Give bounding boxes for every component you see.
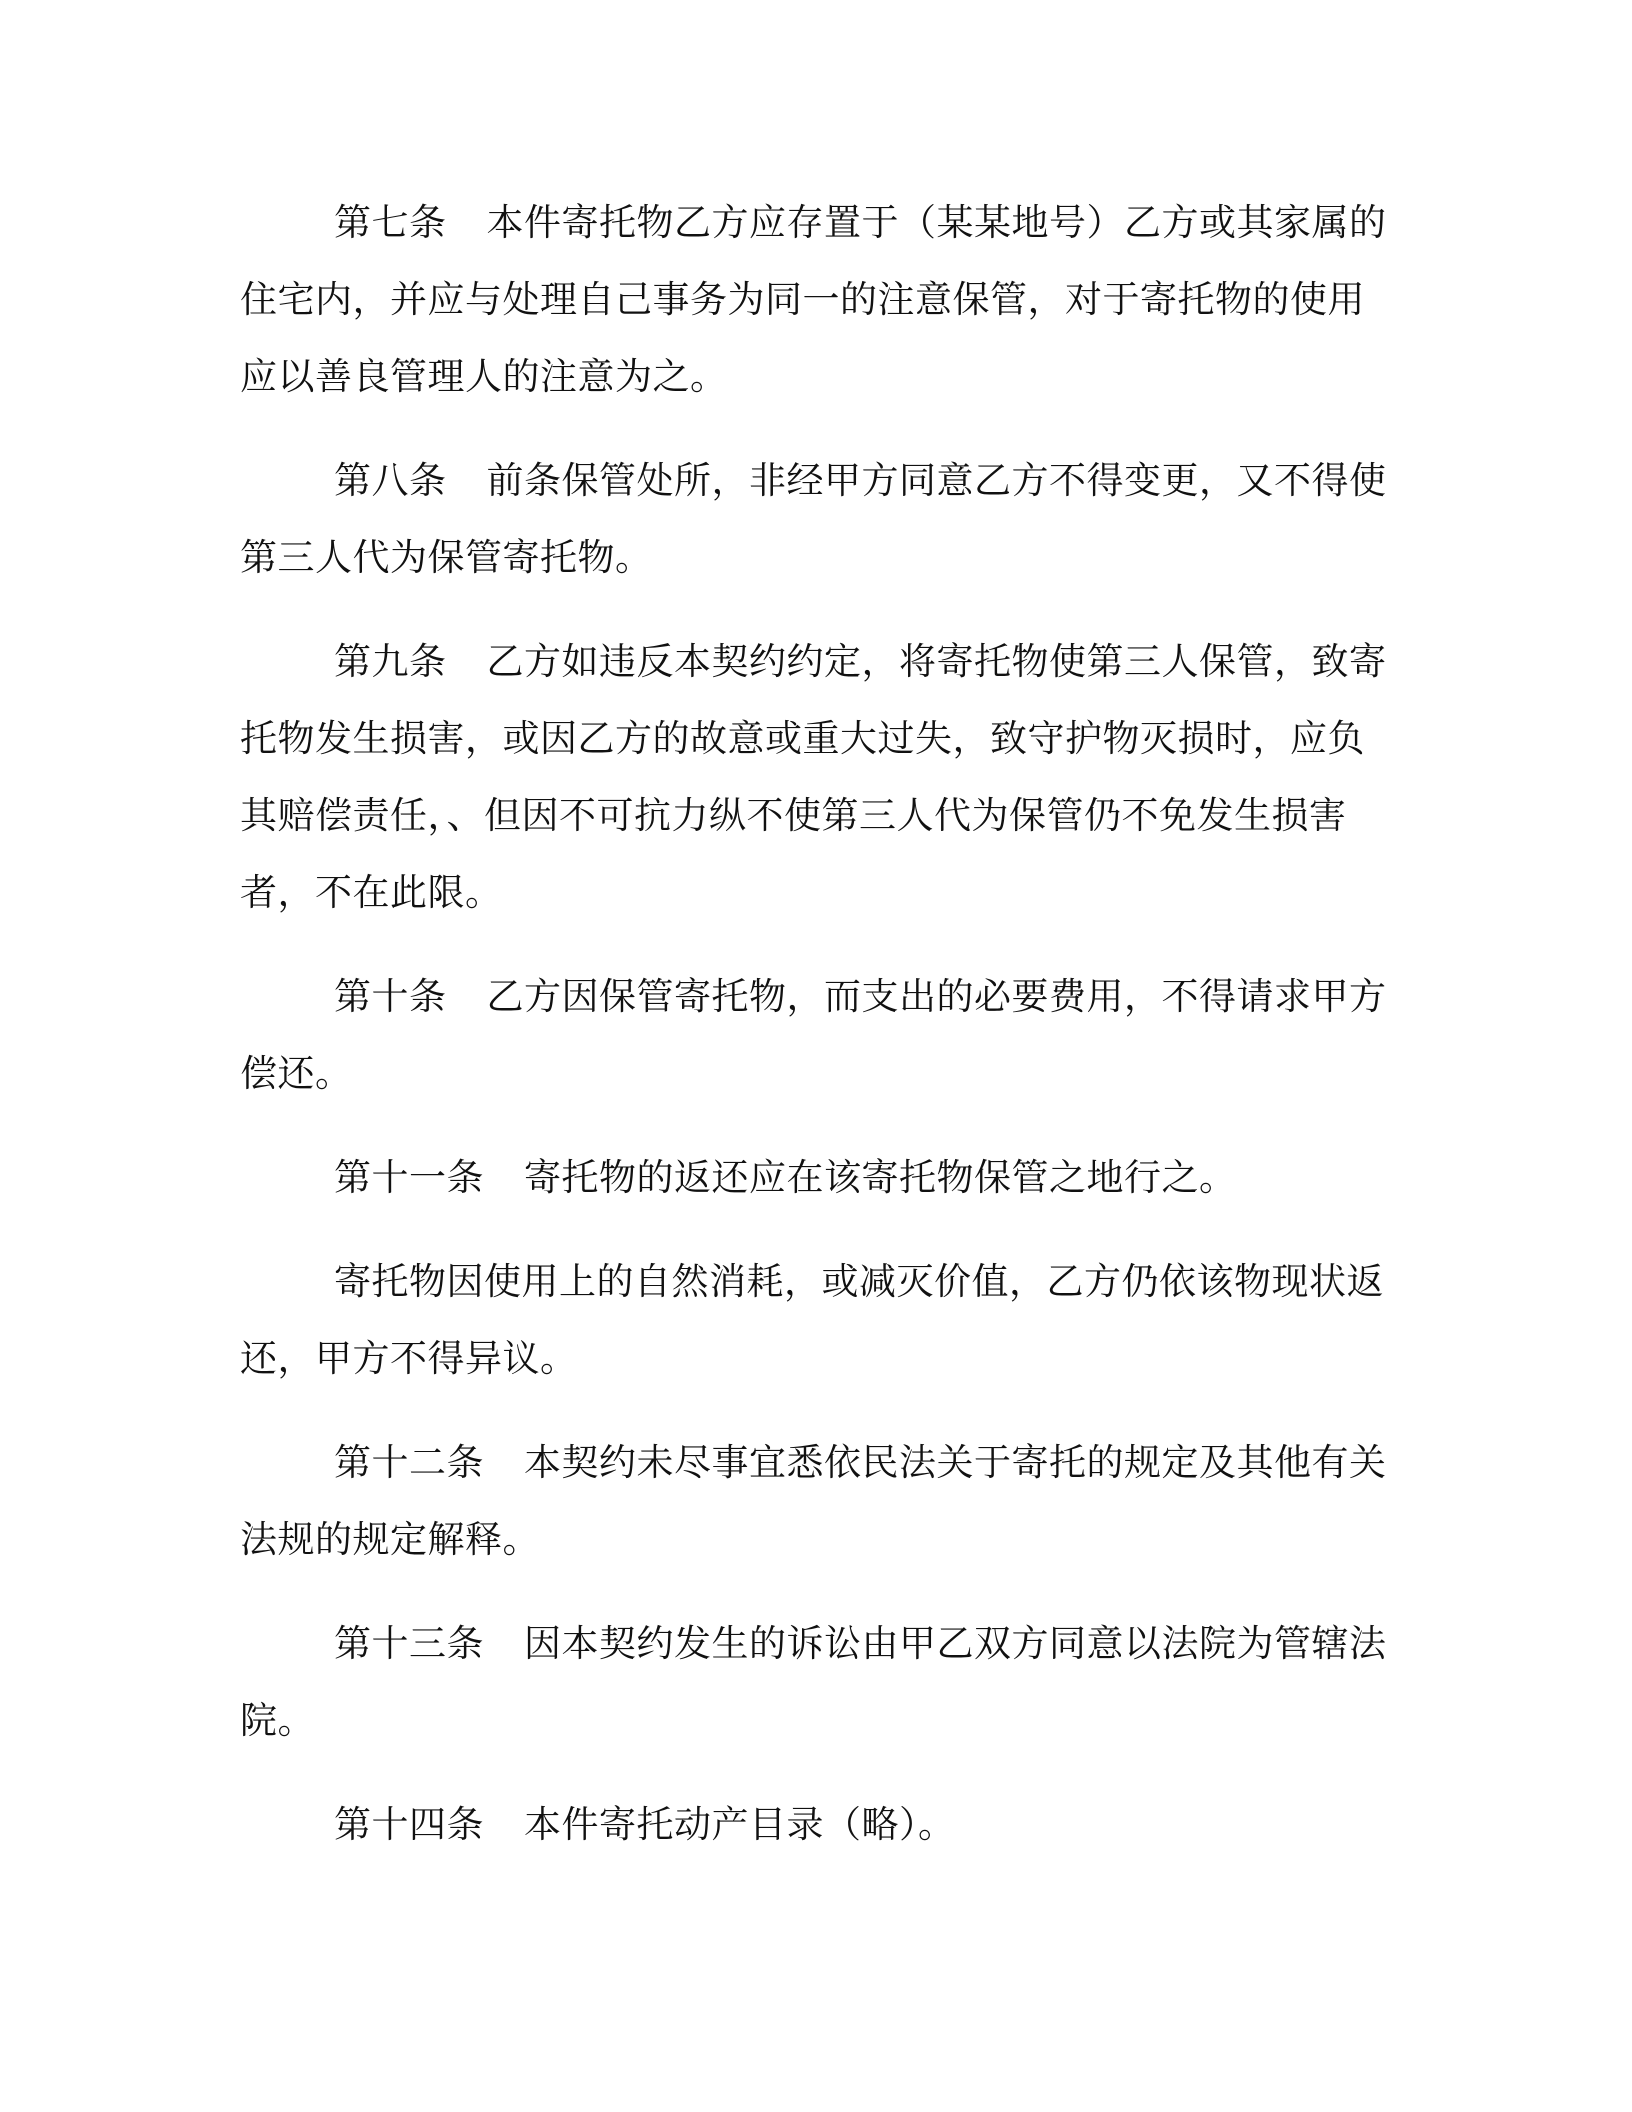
- article-text: 本件寄托物乙方应存置于（某某地号）乙方或其家属的住宅内，并应与处理自己事务为同一的注意保管，对于寄托物的使用应以善良管理人的注意为之。: [240, 201, 1387, 398]
- article-text: 本契约未尽事宜悉依民法关于寄托的规定及其他有关法规的规定解释。: [240, 1441, 1387, 1561]
- paragraph-text: 寄托物因使用上的自然消耗，或减灭价值，乙方仍依该物现状返还，甲方不得异议。: [240, 1260, 1384, 1380]
- article-number: 第十二条: [334, 1441, 484, 1484]
- article-text: 乙方如违反本契约约定，将寄托物使第三人保管，致寄托物发生损害，或因乙方的故意或重大过失，致守护物灭损时，应负其赔偿责任，、但因不可抗力纵不使第三人代为保管仍不免发生损害者，不在此限。: [240, 640, 1387, 914]
- article-9: [240, 623, 1400, 931]
- article-8: [240, 442, 1400, 596]
- article-11-paragraph-2: [240, 1243, 1400, 1397]
- article-7: [240, 184, 1400, 415]
- article-10: [240, 958, 1400, 1112]
- article-text: 因本契约发生的诉讼由甲乙双方同意以法院为管辖法院。: [240, 1622, 1387, 1742]
- article-number: 第十条: [334, 975, 447, 1018]
- article-text: 前条保管处所，非经甲方同意乙方不得变更，又不得使第三人代为保管寄托物。: [240, 459, 1387, 579]
- article-number: 第十三条: [334, 1622, 484, 1665]
- article-text: 本件寄托动产目录（略）。: [524, 1803, 956, 1846]
- document-body: [240, 184, 1400, 1863]
- article-text: 寄托物的返还应在该寄托物保管之地行之。: [524, 1156, 1237, 1199]
- article-13: [240, 1605, 1400, 1759]
- article-number: 第九条: [334, 640, 447, 683]
- article-number: 第十一条: [334, 1156, 484, 1199]
- article-11: [240, 1139, 1400, 1216]
- article-12: [240, 1424, 1400, 1578]
- article-number: 第七条: [334, 201, 447, 244]
- article-text: 乙方因保管寄托物，而支出的必要费用，不得请求甲方偿还。: [240, 975, 1387, 1095]
- article-number: 第十四条: [334, 1803, 484, 1846]
- article-number: 第八条: [334, 459, 447, 502]
- article-14: [240, 1786, 1400, 1863]
